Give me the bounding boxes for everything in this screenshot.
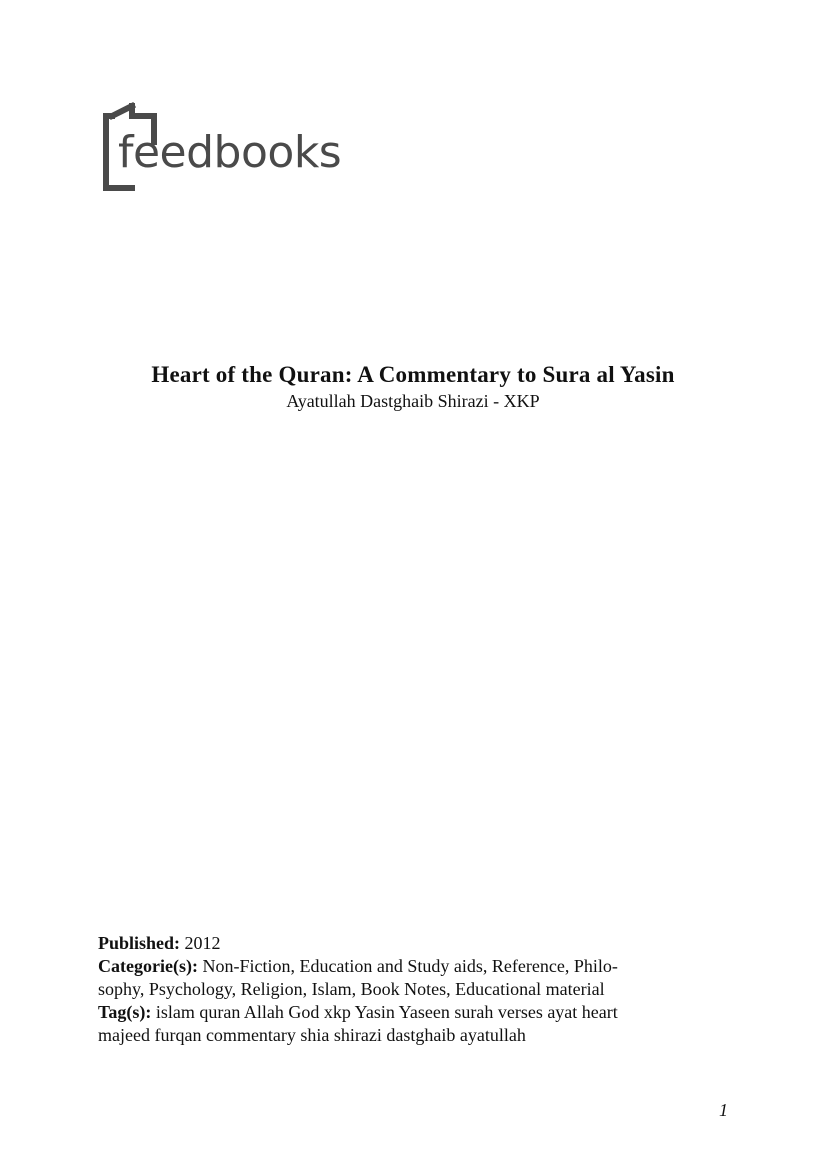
categories-label: Categorie(s): [98, 956, 198, 976]
tags-line [98, 1001, 728, 1024]
tags-value-2: majeed furqan commentary shia shirazi dastghaib ayatullah [98, 1025, 526, 1045]
categories-line [98, 955, 728, 978]
categories-value-2: sophy, Psychology, Religion, Islam, Book Notes, Educational material [98, 979, 605, 999]
tags-line-2 [98, 1024, 728, 1047]
title-block [0, 360, 826, 412]
logo-wordmark: feedbooks [118, 127, 342, 178]
categories-line-2 [98, 978, 728, 1001]
published-value: 2012 [184, 933, 221, 953]
categories-value-1: Non-Fiction, Education and Study aids, Reference, Philo- [202, 956, 618, 976]
tags-value-1: islam quran Allah God xkp Yasin Yaseen surah verses ayat heart [155, 1002, 618, 1022]
book-title: Heart of the Quran: A Commentary to Sura al Yasin [151, 362, 675, 387]
published-label: Published: [98, 933, 181, 953]
book-metadata [98, 932, 728, 1047]
feedbooks-logo [102, 102, 354, 194]
page-number: 1 [719, 1100, 728, 1120]
published-line [98, 932, 728, 955]
tags-label: Tag(s): [98, 1002, 152, 1022]
book-author: Ayatullah Dastghaib Shirazi - XKP [286, 391, 540, 411]
